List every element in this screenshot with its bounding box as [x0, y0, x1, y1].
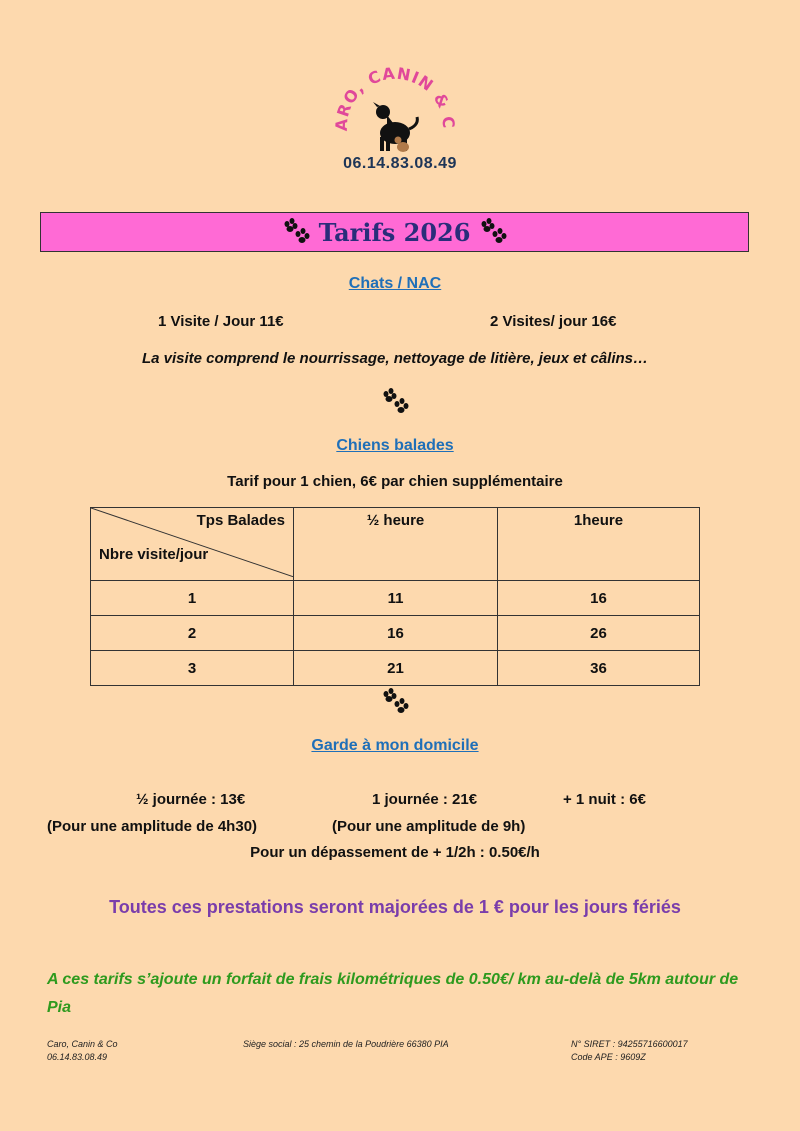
table-cell: 26 [498, 616, 700, 651]
cats-note: La visite comprend le nourrissage, nettoyage de litière, jeux et câlins… [141, 350, 648, 367]
home-half-day: ½ journée : 13€ [136, 791, 246, 808]
dogs-subtitle: Tarif pour 1 chien, 6€ par chien supplémentaire [227, 473, 563, 490]
svg-text:CARO, CANIN & CO [325, 55, 458, 132]
home-full-day-note: (Pour une amplitude de 9h) [332, 818, 526, 835]
cats-section-title: Chats / NAC [348, 275, 442, 292]
table-header-row [91, 508, 700, 581]
home-full-day: 1 journée : 21€ [372, 791, 478, 808]
logo-phone: 06.14.83.08.49 [343, 155, 457, 172]
home-night: + 1 nuit : 6€ [563, 791, 646, 808]
home-section-title: Garde à mon domicile [311, 737, 479, 754]
home-half-day-note: (Pour une amplitude de 4h30) [47, 818, 258, 835]
cats-visit-one: 1 Visite / Jour 11€ [158, 313, 284, 330]
mileage-note: A ces tarifs s’ajoute un forfait de frais kilométriques de 0.50€/ km au-delà de 5km autour de Pia [47, 971, 739, 1016]
logo-graphic [325, 55, 465, 165]
table-cell: 21 [294, 651, 498, 686]
column-header: ½ heure [294, 508, 498, 581]
table-corner-cell [91, 508, 294, 581]
row-label: 2 [91, 616, 294, 651]
paw-icon [281, 218, 311, 246]
dog-silhouette-icon [373, 102, 417, 151]
cats-visit-two: 2 Visites/ jour 16€ [490, 313, 617, 330]
logo-brand-text: ARO, CANIN & C [331, 63, 459, 132]
table-cell: 36 [498, 651, 700, 686]
table-cell: 11 [294, 581, 498, 616]
dog-walk-price-table [90, 507, 700, 686]
footer-company: Caro, Canin & Co [47, 1039, 118, 1049]
paw-icon [478, 218, 508, 246]
footer-company-block [47, 1038, 118, 1064]
paw-icon [380, 688, 410, 716]
row-label: 3 [91, 651, 294, 686]
page-title: Tarifs 2026 [318, 217, 471, 247]
table-row [91, 651, 700, 686]
footer-siret: N° SIRET : 94255716600017 [571, 1039, 688, 1049]
table-row [91, 616, 700, 651]
footer-ape: Code APE : 9609Z [571, 1052, 646, 1062]
table-cell: 16 [498, 581, 700, 616]
company-logo [325, 55, 465, 165]
footer-phone: 06.14.83.08.49 [47, 1052, 108, 1062]
dogs-section-title: Chiens balades [336, 437, 454, 454]
home-overtime: Pour un dépassement de + 1/2h : 0.50€/h [250, 844, 540, 861]
paw-icon [380, 388, 410, 416]
table-cell: 16 [294, 616, 498, 651]
corner-top-label: Tps Balades [196, 512, 285, 529]
footer-address: Siège social : 25 chemin de la Poudrière 66380 PIA [243, 1039, 449, 1049]
title-banner [40, 212, 749, 252]
column-header: 1heure [498, 508, 700, 581]
row-label: 1 [91, 581, 294, 616]
corner-bottom-label: Nbre visite/jour [99, 546, 209, 563]
holiday-note: Toutes ces prestations seront majorées de 1 € pour les jours fériés [109, 897, 681, 917]
footer-legal-block [571, 1038, 688, 1064]
table-row [91, 581, 700, 616]
